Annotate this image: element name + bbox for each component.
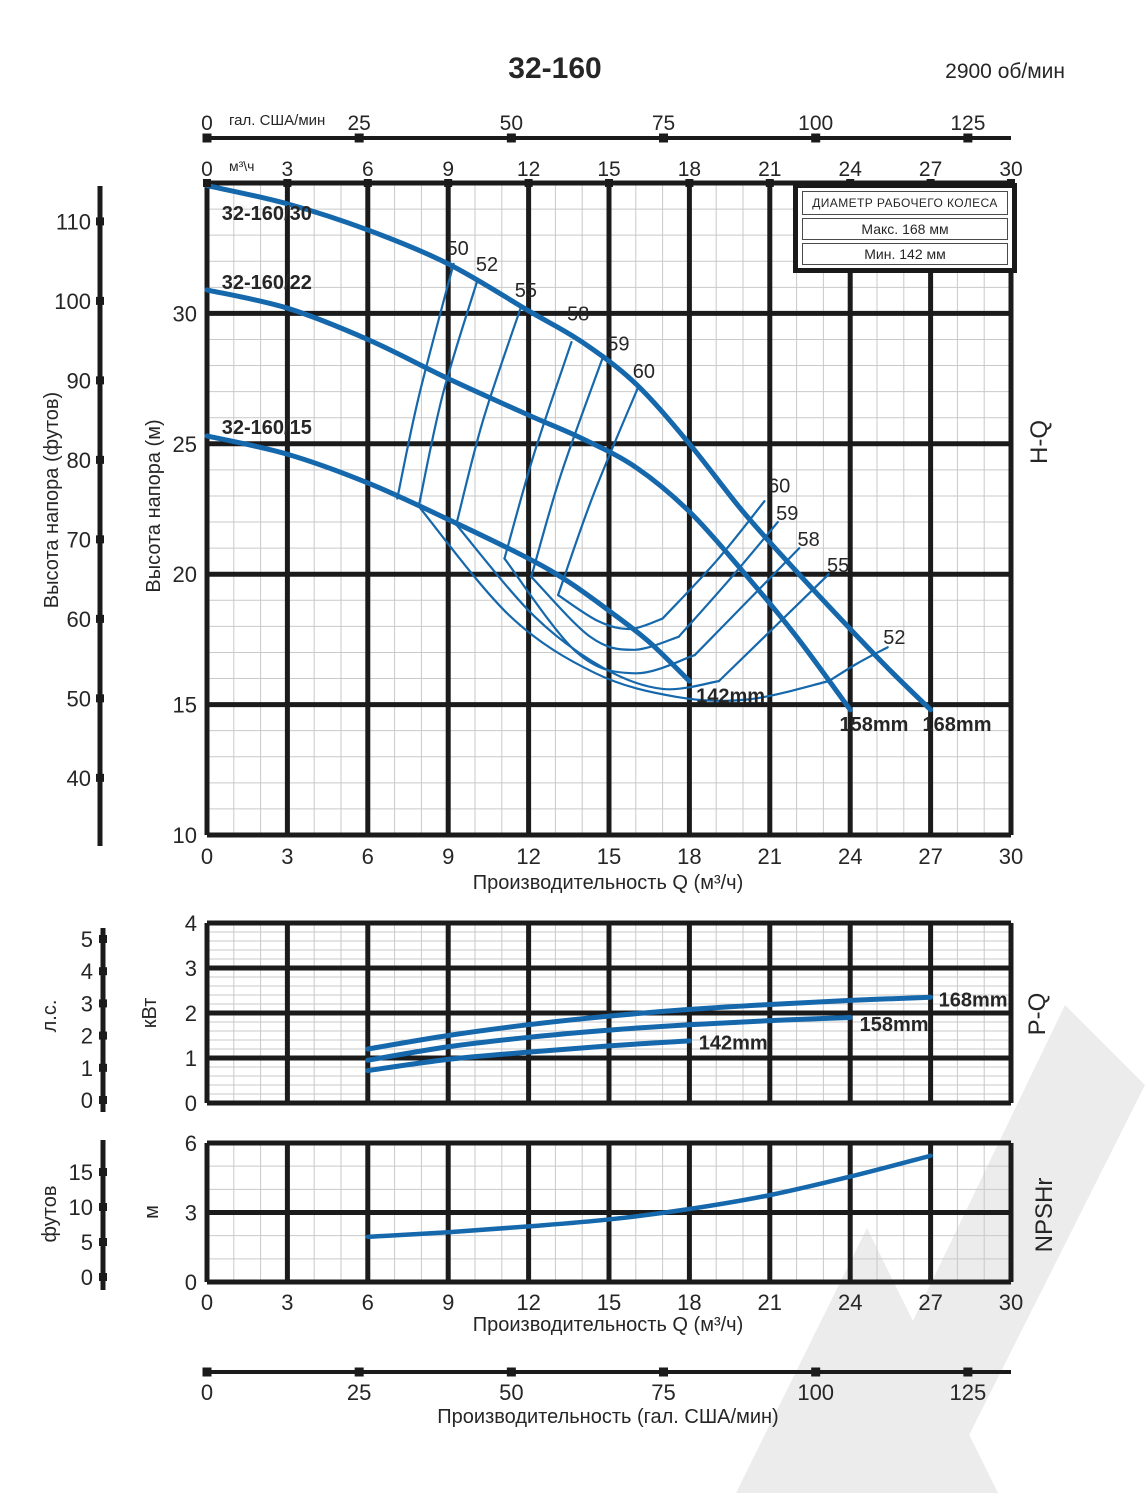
power-hp-tick-label: 5 (80, 927, 93, 952)
hq-x-tick-label: 24 (837, 844, 863, 869)
npsh-m-tick-label: 6 (184, 1131, 197, 1156)
npsh-ft-tick (99, 1273, 107, 1281)
m3h-top-tick-label: 6 (361, 158, 374, 181)
efficiency-line-59 (531, 355, 603, 577)
head-m-tick-label: 25 (172, 431, 197, 457)
npsh-x-tick-label: 18 (677, 1290, 702, 1315)
hq-x-tick-label: 18 (677, 844, 702, 869)
hq-x-tick-label: 0 (200, 844, 214, 869)
power-hp-axis-label: л.с. (39, 999, 61, 1033)
head-ft-tick (96, 615, 104, 623)
efficiency-line-50 (397, 264, 453, 499)
npsh-curve (368, 1156, 931, 1237)
rpm-label: 2900 об/мин (945, 60, 1065, 83)
gal-bottom-tick (659, 1368, 668, 1377)
hq-x-tick-label: 12 (516, 844, 541, 869)
impeller-diameter-label: 142mm (696, 685, 766, 708)
npshr-section-label: NPSHr (1031, 1177, 1058, 1253)
m3h-top-tick-label: 12 (516, 158, 541, 181)
npsh-m-tick-label: 3 (184, 1200, 197, 1226)
pq-section-label: P-Q (1024, 992, 1051, 1036)
gal-bottom-tick-label: 25 (346, 1380, 372, 1405)
m3h-top-tick-label: 0 (201, 158, 213, 181)
pq-curve-label: 158mm (859, 1013, 929, 1036)
gal-top-unit-label: гал. США/мин (229, 112, 326, 129)
head-ft-tick-label: 40 (66, 765, 91, 791)
npsh-ft-tick (99, 1238, 107, 1246)
efficiency-line-55 (456, 308, 520, 524)
m3h-top-tick-label: 30 (999, 158, 1023, 181)
efficiency-value-label: 52 (475, 253, 499, 276)
m3h-top-tick-label: 3 (281, 158, 294, 181)
gal-bottom-tick (203, 1368, 212, 1377)
power-hp-tick-label: 0 (80, 1088, 93, 1113)
npsh-x-tick-label: 6 (361, 1290, 374, 1315)
efficiency-value-label: 59 (776, 502, 799, 525)
head-m-axis-label: Высота напора (м) (143, 419, 165, 593)
gal-bottom-tick-label: 125 (949, 1380, 987, 1405)
pq-curve-label: 142mm (698, 1032, 768, 1055)
head-ft-tick-label: 110 (55, 209, 91, 235)
hq-curve-name-label: 32-160/22 (221, 272, 312, 295)
gal-bottom-tick (507, 1368, 516, 1377)
power-kw-tick-label: 2 (184, 1001, 197, 1026)
m3h-top-tick-label: 9 (442, 158, 455, 181)
impeller-diameter-legend (793, 183, 1017, 273)
m3h-top-tick-label: 27 (918, 158, 943, 181)
power-hp-tick-label: 2 (80, 1023, 93, 1049)
head-ft-axis-label: Высота напора (футов) (41, 391, 63, 609)
legend-max-diameter: Макс. 168 мм (802, 218, 1008, 240)
power-hp-tick-label: 3 (80, 991, 93, 1017)
npsh-ft-axis-label: футов (39, 1185, 61, 1243)
head-m-tick-label: 15 (172, 692, 197, 718)
gal-top-tick-label: 0 (201, 112, 213, 135)
head-ft-tick (96, 694, 104, 702)
efficiency-connector-55 (456, 525, 719, 690)
gal-bottom-tick (963, 1368, 972, 1377)
gal-top-tick-label: 100 (798, 112, 834, 135)
head-ft-tick (96, 297, 104, 305)
head-ft-tick (96, 456, 104, 464)
head-m-tick-label: 30 (172, 301, 197, 327)
head-ft-tick-label: 100 (54, 288, 91, 314)
hq-x-tick-label: 3 (281, 844, 294, 869)
npsh-x-tick-label: 15 (596, 1290, 622, 1315)
power-hp-tick (99, 1032, 107, 1040)
efficiency-value-label: 52 (883, 626, 906, 649)
gal-top-tick-label: 125 (950, 112, 986, 135)
efficiency-value-label: 55 (514, 279, 538, 302)
hq-x-tick-label: 30 (998, 844, 1024, 869)
head-ft-tick (96, 217, 104, 225)
npsh-ft-tick (99, 1203, 107, 1211)
impeller-diameter-label: 168mm (922, 714, 992, 737)
power-hp-tick (99, 1064, 107, 1072)
gal-bottom-tick (811, 1368, 820, 1377)
npsh-x-tick-label: 9 (442, 1290, 455, 1315)
hq-x-tick-label: 21 (757, 844, 783, 869)
npsh-x-tick-label: 3 (281, 1290, 294, 1315)
gal-bottom-tick (355, 1368, 364, 1377)
hq-section-label: H-Q (1026, 420, 1053, 464)
power-kw-tick-label: 1 (184, 1046, 197, 1071)
pq-curve-label: 168mm (938, 989, 1008, 1012)
gal-top-tick-label: 75 (651, 112, 676, 135)
hq-x-tick-label: 15 (596, 844, 622, 869)
power-hp-tick (99, 999, 107, 1007)
efficiency-value-label: 50 (446, 238, 469, 261)
m3h-top-unit-label: м³\ч (229, 158, 255, 174)
head-ft-tick-label: 80 (66, 447, 91, 473)
legend-title: ДИАМЕТР РАБОЧЕГО КОЛЕСА (802, 191, 1008, 215)
legend-min-diameter: Мин. 142 мм (802, 243, 1008, 265)
npsh-x-tick-label: 12 (516, 1290, 541, 1315)
head-m-tick-label: 20 (172, 562, 197, 588)
m3h-top-tick-label: 21 (758, 158, 782, 181)
power-kw-tick-label: 0 (184, 1091, 197, 1116)
hq-x-tick-label: 6 (361, 844, 374, 869)
head-ft-tick-label: 90 (66, 368, 91, 394)
npsh-x-tick-label: 21 (757, 1290, 783, 1315)
power-kw-axis-label: кВт (139, 997, 161, 1029)
hq-x-tick-label: 9 (442, 844, 455, 869)
npsh-x-tick-label: 24 (837, 1290, 863, 1315)
gal-top-tick-label: 25 (347, 112, 371, 135)
npsh-ft-tick-label: 0 (80, 1265, 93, 1290)
npsh-ft-tick (99, 1168, 107, 1176)
m3h-top-tick-label: 24 (838, 158, 862, 181)
m3h-top-tick-label: 15 (597, 158, 621, 181)
head-m-tick-label: 10 (172, 823, 197, 848)
efficiency-value-label: 60 (632, 360, 655, 383)
head-ft-tick-label: 60 (66, 606, 91, 632)
hq-x-tick-label: 27 (918, 844, 943, 869)
efficiency-connector-59 (531, 577, 678, 650)
power-hp-tick-label: 4 (80, 959, 93, 985)
gal-top-tick-label: 50 (499, 112, 524, 135)
head-ft-tick (96, 535, 104, 543)
gal-bottom-tick-label: 50 (499, 1380, 524, 1405)
head-ft-tick (96, 376, 104, 384)
efficiency-value-label: 55 (827, 555, 850, 578)
npsh-x-tick-label: 27 (918, 1290, 943, 1315)
power-hp-tick (99, 935, 107, 943)
head-ft-tick-label: 50 (66, 686, 91, 712)
power-hp-tick-label: 1 (80, 1055, 93, 1081)
npsh-m-tick-label: 0 (184, 1270, 197, 1295)
npsh-ft-tick-label: 10 (68, 1195, 93, 1220)
gal-bottom-tick-label: 75 (651, 1380, 676, 1405)
m3h-top-tick-label: 18 (677, 158, 702, 181)
head-ft-tick-label: 70 (66, 527, 91, 553)
power-kw-tick-label: 3 (184, 956, 197, 981)
gal-bottom-axis-title: Производительность (гал. США/мин) (437, 1406, 779, 1428)
page-title: 32-160 (508, 52, 602, 85)
efficiency-value-label: 58 (797, 528, 820, 551)
npsh-x-tick-label: 0 (200, 1290, 214, 1315)
efficiency-value-label: 58 (567, 303, 590, 326)
head-ft-tick (96, 774, 104, 782)
hq-curve-name-label: 32-160/30 (221, 202, 312, 225)
gal-bottom-tick-label: 100 (797, 1380, 835, 1405)
power-hp-tick (99, 967, 107, 975)
npsh-x-axis-title: Производительность Q (м³/ч) (472, 1314, 744, 1336)
npsh-x-tick-label: 30 (998, 1290, 1024, 1315)
npsh-ft-tick-label: 15 (68, 1160, 93, 1185)
impeller-diameter-label: 158mm (839, 714, 909, 737)
efficiency-value-label: 60 (768, 475, 791, 498)
hq-curve-name-label: 32-160/15 (221, 416, 312, 439)
power-hp-tick (99, 1096, 107, 1104)
npsh-ft-tick-label: 5 (80, 1230, 93, 1255)
gal-bottom-tick-label: 0 (200, 1380, 214, 1405)
efficiency-value-label: 59 (607, 333, 630, 356)
npsh-m-axis-label: м (141, 1205, 163, 1219)
hq-x-axis-title: Производительность Q (м³/ч) (472, 872, 744, 894)
efficiency-line-58 (504, 342, 571, 558)
power-kw-tick-label: 4 (184, 911, 197, 936)
